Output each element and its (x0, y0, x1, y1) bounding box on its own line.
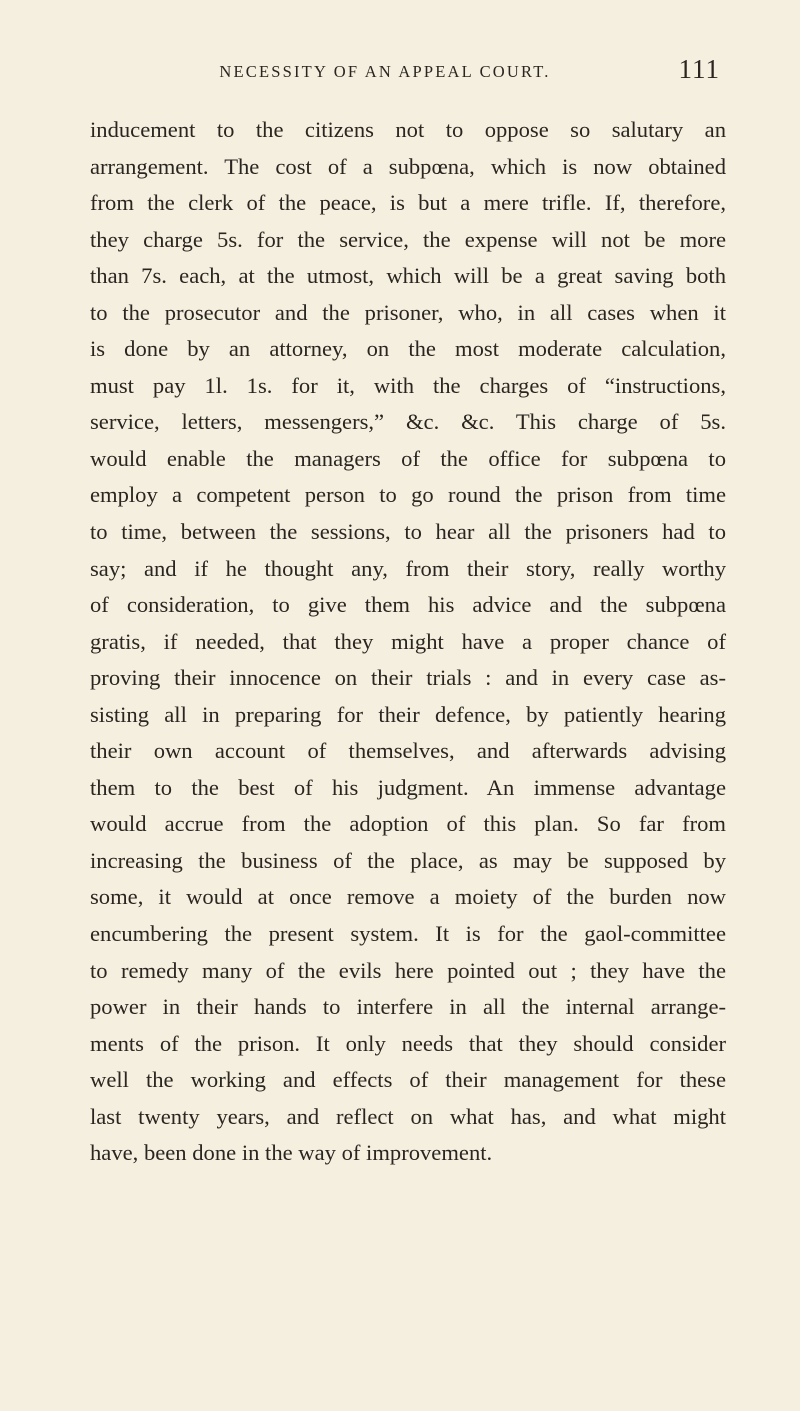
text-line: power in their hands to interfere in all the internal arrange- (90, 994, 726, 1020)
text-line: inducement to the citizens not to oppose so salutary an (90, 117, 726, 142)
text-line: sisting all in preparing for their defence, by patiently hearing (90, 701, 726, 727)
text-line: ments of the prison. It only needs that they should consider (90, 1030, 726, 1056)
text-line: their own account of themselves, and afterwards advising (90, 738, 726, 764)
running-title: NECESSITY OF AN APPEAL COURT. (219, 62, 551, 81)
page-number: 111 (678, 54, 720, 84)
text-line: gratis, if needed, that they might have a proper chance of (90, 628, 726, 654)
text-line: well the working and effects of their management for these (90, 1067, 726, 1093)
text-line: to time, between the sessions, to hear all the prisoners had to (90, 519, 726, 545)
text-line: encumbering the present system. It is for the gaol-committee (90, 921, 726, 947)
text-line: increasing the business of the place, as may be supposed by (90, 847, 726, 873)
text-line: say; and if he thought any, from their story, really worthy (90, 555, 726, 581)
body-paragraph (90, 112, 726, 1172)
text-line: proving their innocence on their trials : and in every case as- (90, 665, 726, 691)
running-head (90, 54, 720, 88)
text-line: service, letters, messengers,” &c. &c. This charge of 5s. (90, 409, 726, 435)
text-line: than 7s. each, at the utmost, which will be a great saving both (90, 263, 726, 289)
text-line: to the prosecutor and the prisoner, who, in all cases when it (90, 299, 726, 325)
text-line: would accrue from the adoption of this plan. So far from (90, 811, 726, 837)
text-line: some, it would at once remove a moiety of the burden now (90, 884, 726, 910)
text-line: arrangement. The cost of a subpœna, which is now obtained (90, 153, 726, 179)
text-line: last twenty years, and reflect on what has, and what might (90, 1103, 726, 1129)
text-line: they charge 5s. for the service, the expense will not be more (90, 226, 726, 252)
text-line: to remedy many of the evils here pointed out ; they have the (90, 957, 726, 983)
text-line: must pay 1l. 1s. for it, with the charges of “instructions, (90, 372, 726, 398)
text-line: would enable the managers of the office for subpœna to (90, 445, 726, 471)
text-line: of consideration, to give them his advice and the subpœna (90, 592, 726, 618)
text-line: is done by an attorney, on the most moderate calculation, (90, 336, 726, 362)
text-line: employ a competent person to go round the prison from time (90, 482, 726, 508)
text-line: from the clerk of the peace, is but a mere trifle. If, therefore, (90, 190, 726, 216)
text-line: have, been done in the way of improvement. (90, 1140, 493, 1166)
text-line: them to the best of his judgment. An immense advantage (90, 774, 726, 800)
